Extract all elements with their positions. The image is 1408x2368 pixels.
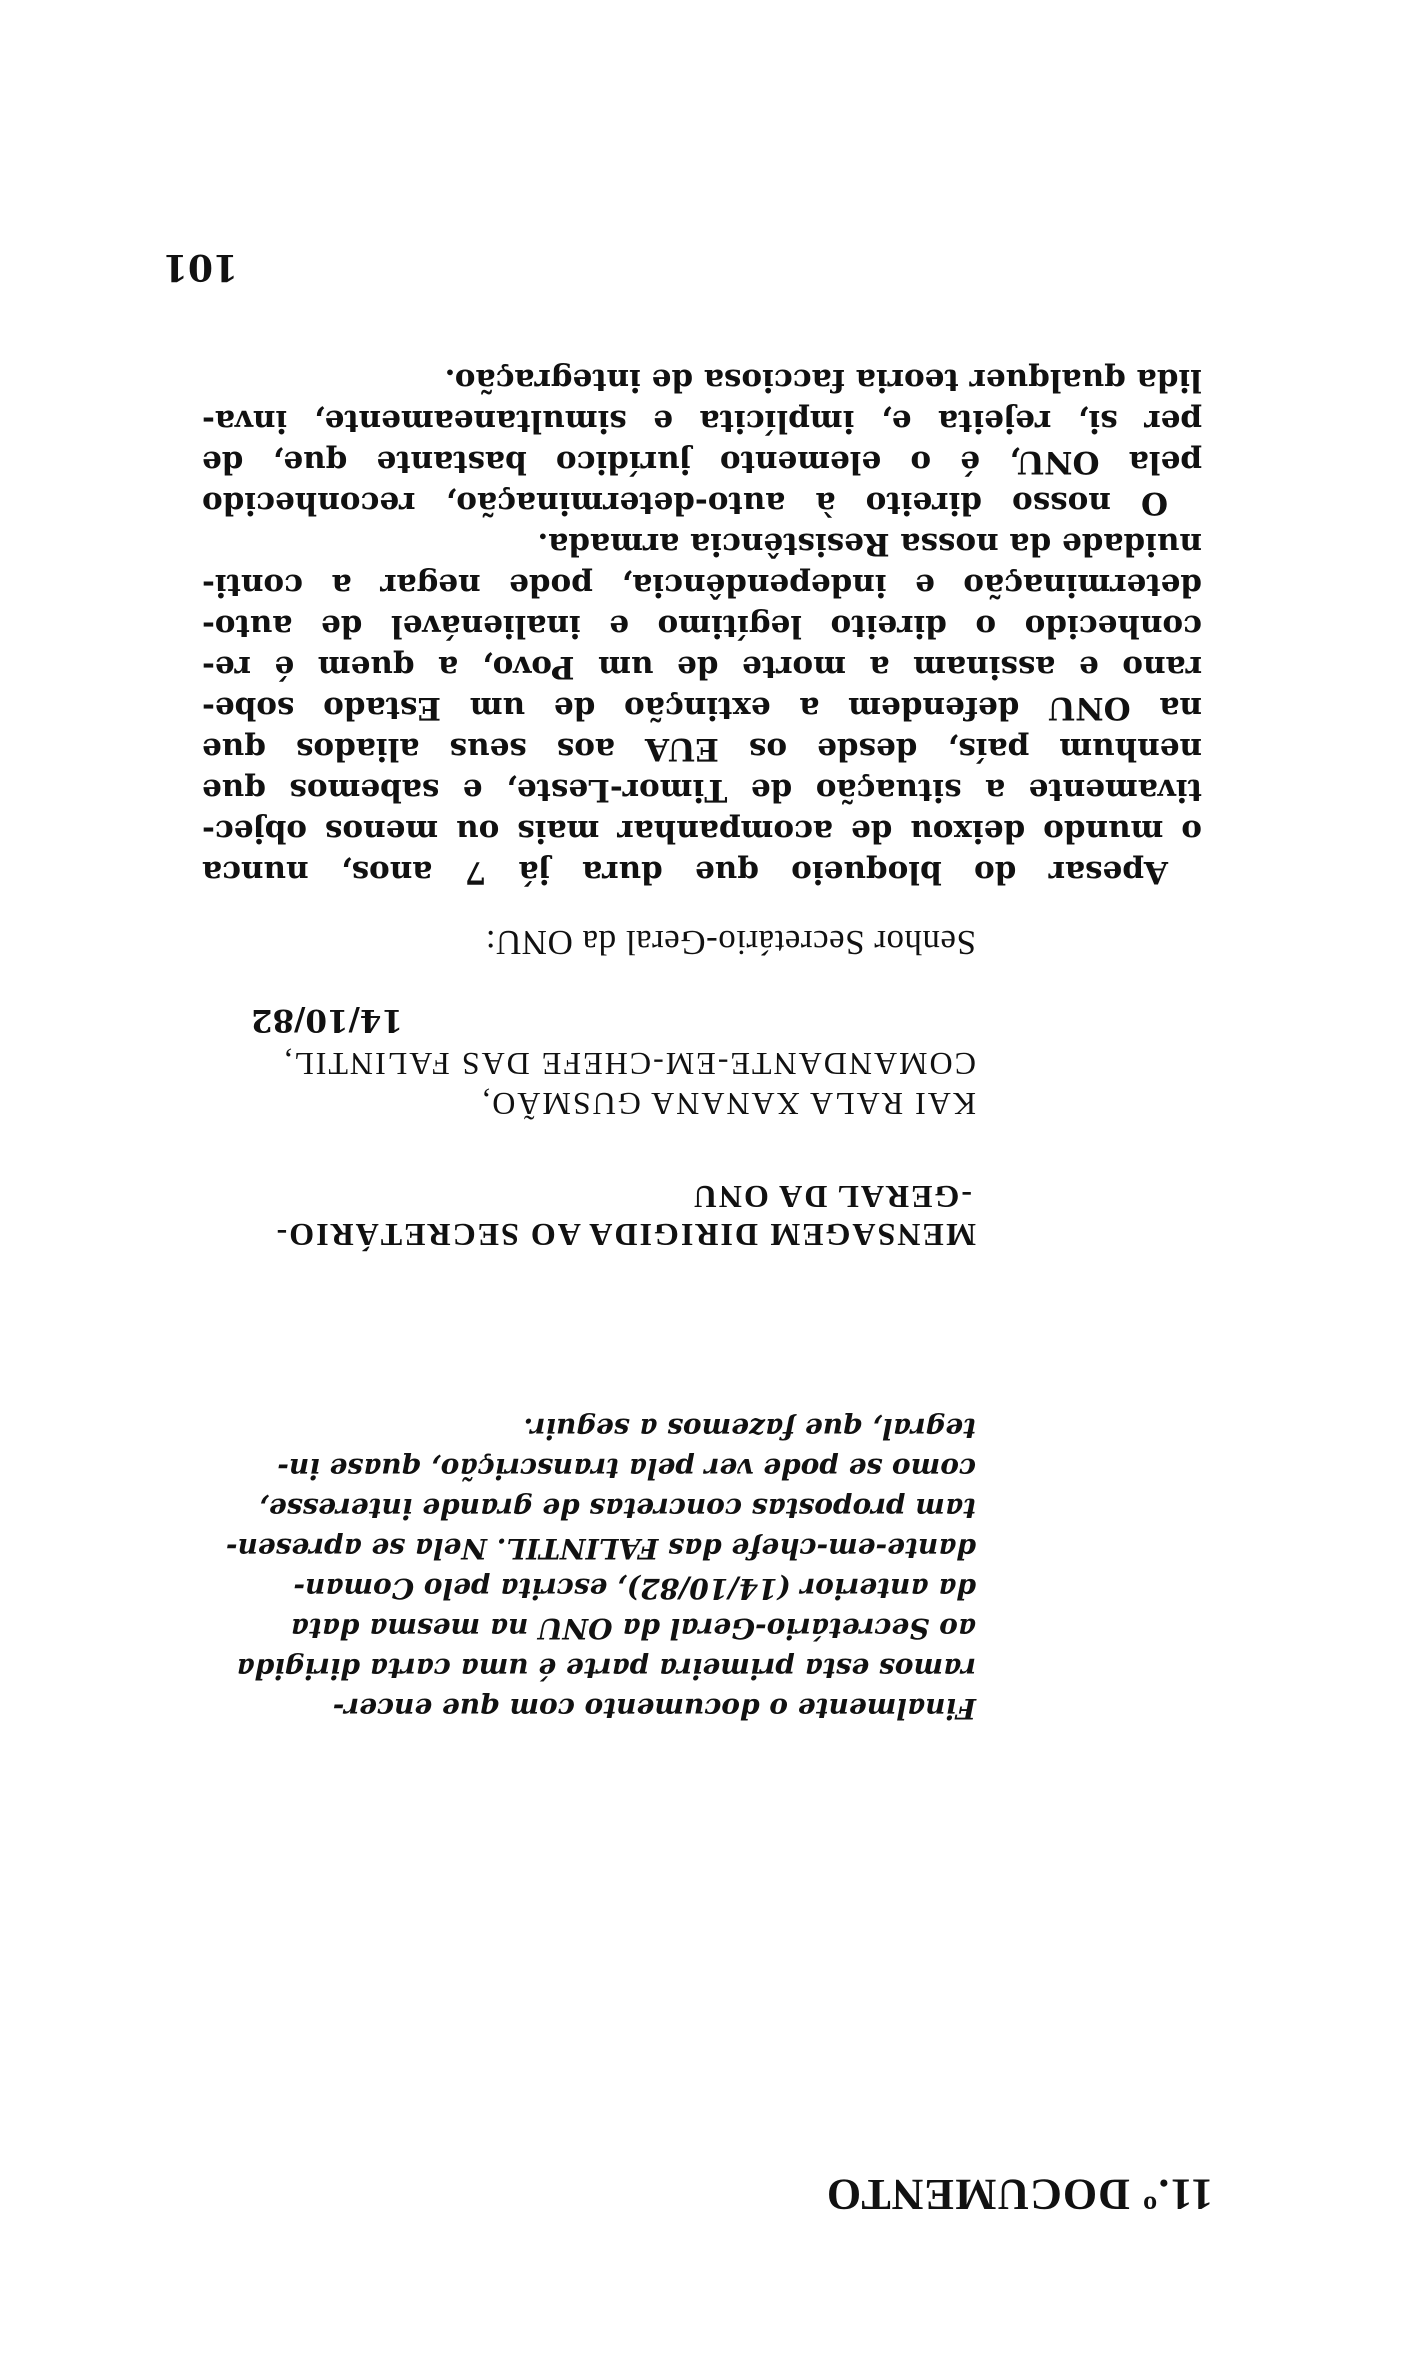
message-title [216, 1178, 976, 1254]
salutation: Senhor Secretário-Geral da ONU: [485, 923, 976, 962]
body-line: rano e assinam a morte de um Povo, a quem é re- [202, 649, 1202, 685]
intro-line: tegral, que fazemos a seguir. [523, 1412, 976, 1445]
intro-line: tam propostas concretas de grande interesse, [259, 1492, 976, 1525]
body-line: Apesar do bloqueio que dura já 7 anos, nunca [202, 854, 1168, 890]
letter-date: 14/10/82 [250, 1002, 403, 1038]
document-heading: 11.º DOCUMENTO [825, 2170, 1213, 2219]
author-name: KAI RALA XANANA GUSMÃO, [480, 1086, 976, 1122]
body-line: lida qualquer teoria facciosa de integração. [444, 362, 1202, 398]
page-number: 101 [162, 246, 238, 288]
body-line: O nosso direito à auto-determinação, reconhecido [202, 485, 1168, 521]
body-line: nenhum país, desde os EUA aos seus aliados que [202, 731, 1202, 767]
body-line: nuidade da nossa Resistência armada. [537, 526, 1202, 562]
body-line: conhecido o direito legítimo e inalienável de auto- [202, 608, 1202, 644]
body-paragraph-1 [202, 523, 1202, 892]
author-signature [196, 1044, 976, 1124]
body-line: o mundo deixou de acompanhar mais ou menos objec- [202, 813, 1202, 849]
body-line: per si, rejeita e, implícita e simultaneamente, inva- [202, 403, 1202, 439]
intro-paragraph [225, 1408, 976, 1728]
intro-line: ao Secretário-Geral da ONU na mesma data [290, 1612, 976, 1645]
message-title-line: MENSAGEM DIRIGIDA AO SECRETÁRIO- [274, 1217, 976, 1253]
intro-line: ramos esta primeira parte é uma carta dirigida [236, 1652, 976, 1685]
body-line: determinação e independência, pode negar a conti- [202, 567, 1202, 603]
body-line: na ONU defendem a extinção de um Estado sobe- [202, 690, 1202, 726]
intro-line: dante-em-chefe das FALINTIL. Nela se apresen- [225, 1532, 976, 1565]
message-title-line: -GERAL DA ONU [691, 1179, 972, 1215]
body-line: pela ONU, é o elemento jurídico bastante que, de [202, 444, 1202, 480]
author-role: COMANDANTE-EM-CHEFE DAS FALINTIL, [282, 1046, 976, 1082]
intro-line: como se pode ver pela transcrição, quase in- [277, 1452, 976, 1485]
letter-body [202, 359, 1202, 892]
body-line: tivamente a situação de Timor-Leste, e sabemos que [202, 772, 1202, 808]
intro-line: Finalmente o documento com que encer- [332, 1692, 976, 1725]
body-paragraph-2 [202, 359, 1202, 523]
intro-line: da anterior (14/10/82), escrita pelo Coman- [293, 1572, 976, 1605]
